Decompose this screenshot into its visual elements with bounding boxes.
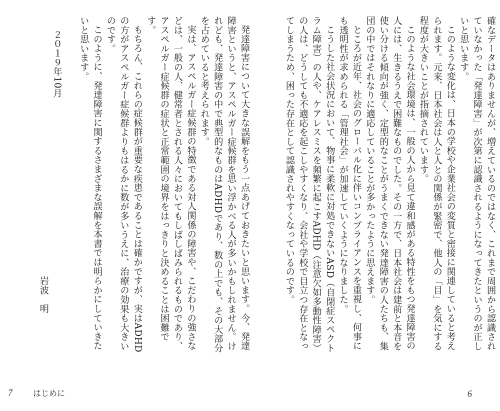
left-page-footer	[8, 388, 65, 399]
paragraph: このように、発達障害に関するさまざまな誤解を本書では明らかにしていきたいと思います。	[78, 16, 102, 351]
author-signature: 岩波 明	[37, 276, 48, 314]
paragraph: このような変化は、日本の学校や企業社会の変質と密接に関連していると考えられます。元来、日本社会は人と人との関係が緊密で、他人の「目」を気にする程度が大きいことが指摘されています。	[417, 16, 455, 351]
page-number-left: 7	[8, 388, 13, 398]
paragraph: ところが近年、社会のグローバル化に伴いコンプライアンスを重視し、何事にも透明性が求められる「管理社会」が加速していくようになりました。	[337, 16, 361, 351]
paragraph: 実は、アスペルガー症候群の特徴である対人関係の障害や、こだわりの強さなどは、一般の人、健常者とされる人々においてもしばしばみられるものであり、アスペルガー症候群の症状と正常範囲の境界をはっきりと決めることは困難です。	[145, 16, 196, 351]
spacer	[62, 16, 75, 356]
paragraph: 発達障害について大きな誤解をもう一点あげておきたいと思います。今、発達障害というと、アスペルガー症候群を思い浮かべる人が多いかもしれません。けれども、発達障害の中で典型的なものはADHDであり、数の上でも、その大部分を占めていると考えられます。	[198, 16, 249, 353]
paragraph: こうした社会状況において、物事に柔軟に対処できないASD（自閉症スペクトラム障害）の人や、ケアレスミスを頻繁に起こすADHD（注意欠如多動性障害）の人は、どうしても不適応を起こしやすくなり、会社や学校で目立つ存在となってしまうため、困った存在として認識されやすくなっているのです。	[283, 16, 335, 353]
right-page-footer	[468, 389, 491, 399]
left-page-body	[28, 16, 250, 356]
paragraph: もちろん、これらの症候群が重要な疾患であることは確かですが、実はADHDの方がアスペルガー症候群よりもはるかに数が多いうえに、治療の効果も大きいのです。	[104, 16, 142, 353]
date-line: ２０１９年10月	[51, 29, 62, 98]
running-head: はじめに	[33, 389, 66, 398]
paragraph: このような社会環境は、一般の人から見て違和感がある特性をもつ発達障害の人には、生きるうえで困難なものでした。その一方で、日本社会は建前と本音を使い分ける傾向が強く、定型的なことがうまくできない発達障害の人たちも、集団の中ではそれなりに適応していることが多かったように思えます。	[364, 16, 415, 351]
right-page-body	[258, 16, 496, 356]
page-number-right: 6	[467, 389, 472, 399]
paragraph: 確なデータはありませんが、増えているのではなく、これまで周囲から認識されていなかった「発達障害」が次第に認識されるようになってきたというのが正しいと思います。	[458, 16, 495, 351]
